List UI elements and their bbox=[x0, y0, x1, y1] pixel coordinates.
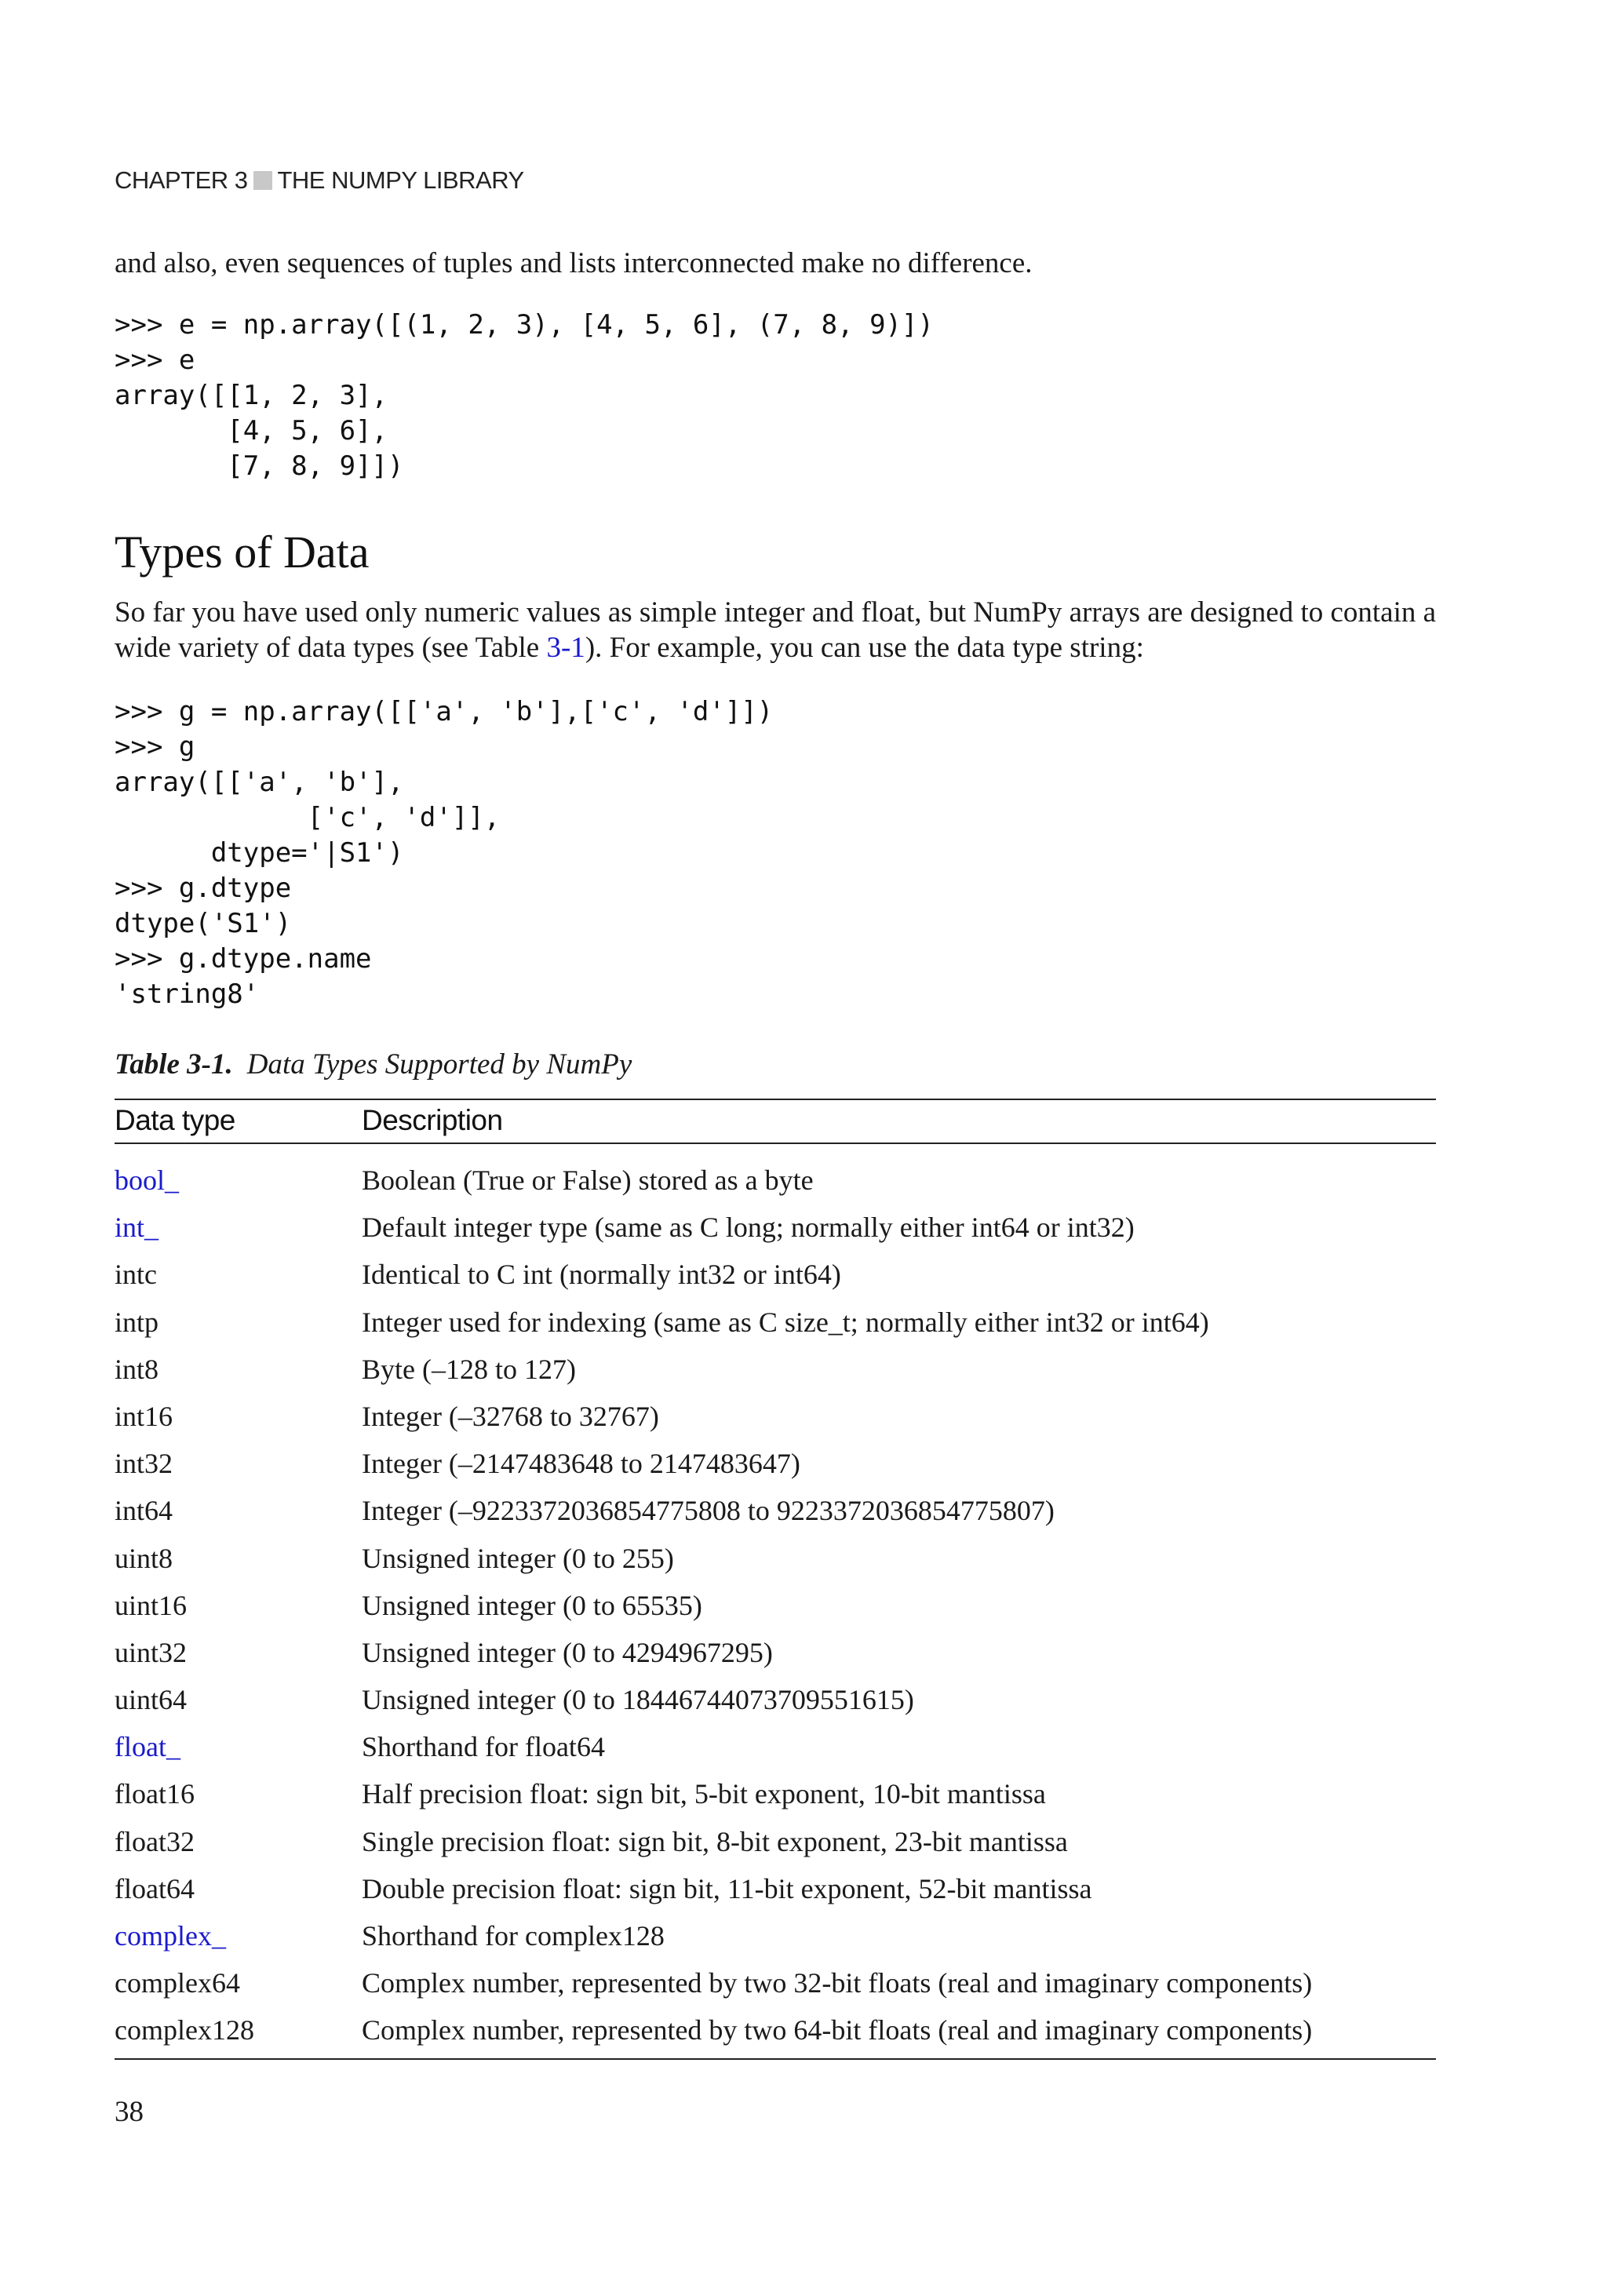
data-type-cell: intp bbox=[115, 1306, 159, 1338]
table-row bbox=[115, 1676, 1436, 1723]
table-row bbox=[115, 1440, 1436, 1487]
table-row bbox=[115, 1770, 1436, 1817]
table-reference-link[interactable]: 3-1 bbox=[546, 632, 585, 664]
data-type-cell: uint8 bbox=[115, 1542, 173, 1574]
description-cell: Integer (–32768 to 32767) bbox=[362, 1400, 659, 1432]
data-type-cell: uint16 bbox=[115, 1589, 188, 1621]
table-row bbox=[115, 1818, 1436, 1865]
table-row bbox=[115, 1346, 1436, 1393]
description-cell: Unsigned integer (0 to 18446744073709551615) bbox=[362, 1684, 914, 1716]
description-cell: Unsigned integer (0 to 255) bbox=[362, 1542, 674, 1574]
table-row bbox=[115, 1582, 1436, 1629]
table-caption bbox=[115, 1048, 632, 1081]
table-header-rule bbox=[115, 1143, 1436, 1144]
table-row bbox=[115, 1535, 1436, 1582]
description-cell: Identical to C int (normally int32 or int64) bbox=[362, 1259, 841, 1291]
description-cell: Boolean (True or False) stored as a byte bbox=[362, 1164, 814, 1196]
data-type-cell: complex64 bbox=[115, 1967, 240, 1999]
table-row bbox=[115, 1723, 1436, 1770]
chapter-label: CHAPTER 3 bbox=[115, 166, 248, 194]
table-row bbox=[115, 1157, 1436, 1204]
section-paragraph-text-2: ). For example, you can use the data type string: bbox=[585, 632, 1144, 664]
description-cell: Complex number, represented by two 64-bit floats (real and imaginary components) bbox=[362, 2014, 1313, 2046]
description-cell: Shorthand for float64 bbox=[362, 1731, 605, 1763]
section-paragraph bbox=[115, 595, 1448, 665]
description-cell: Single precision float: sign bit, 8-bit exponent, 23-bit mantissa bbox=[362, 1825, 1068, 1857]
data-type-cell: float16 bbox=[115, 1778, 195, 1810]
data-type-cell: int64 bbox=[115, 1495, 173, 1527]
description-cell: Integer used for indexing (same as C size_t; normally either int32 or int64) bbox=[362, 1306, 1209, 1338]
table-row bbox=[115, 1393, 1436, 1440]
data-type-cell: float32 bbox=[115, 1825, 195, 1857]
data-type-link[interactable]: bool_ bbox=[115, 1164, 180, 1196]
table-caption-label: Table 3-1. bbox=[115, 1048, 233, 1081]
data-type-cell: uint64 bbox=[115, 1684, 188, 1716]
code-block-array-e: >>> e = np.array([(1, 2, 3), [4, 5, 6], (7, 8, 9)]) >>> e array([[1, 2, 3], [4, 5, 6], [7, 8, 9]]) bbox=[115, 309, 934, 482]
section-heading: Types of Data bbox=[115, 527, 370, 578]
table-row bbox=[115, 1912, 1436, 1959]
running-header bbox=[115, 166, 524, 195]
data-type-cell: int8 bbox=[115, 1353, 159, 1385]
header-separator-square bbox=[253, 171, 272, 190]
section-paragraph-text-1: So far you have used only numeric values as simple integer and float, but NumPy arrays are designed to contain a wide variety of data types (see Table bbox=[115, 596, 1437, 664]
data-type-cell: int16 bbox=[115, 1400, 173, 1432]
description-cell: Shorthand for complex128 bbox=[362, 1920, 665, 1952]
data-type-link[interactable]: int_ bbox=[115, 1212, 159, 1244]
description-cell: Integer (–2147483648 to 2147483647) bbox=[362, 1448, 800, 1480]
table-row bbox=[115, 1299, 1436, 1346]
data-type-link[interactable]: complex_ bbox=[115, 1920, 226, 1952]
data-type-cell: intc bbox=[115, 1259, 157, 1291]
table-header-data-type: Data type bbox=[115, 1104, 235, 1136]
table-row bbox=[115, 1959, 1436, 2006]
data-types-table-body bbox=[115, 1157, 1436, 2054]
description-cell: Unsigned integer (0 to 65535) bbox=[362, 1589, 702, 1621]
table-caption-text: Data Types Supported by NumPy bbox=[246, 1048, 632, 1081]
chapter-title: THE NUMPY LIBRARY bbox=[277, 166, 524, 194]
table-top-rule bbox=[115, 1099, 1436, 1100]
table-row bbox=[115, 2006, 1436, 2054]
description-cell: Unsigned integer (0 to 4294967295) bbox=[362, 1636, 773, 1668]
table-row bbox=[115, 1487, 1436, 1534]
description-cell: Integer (–9223372036854775808 to 9223372036854775807) bbox=[362, 1495, 1055, 1527]
description-cell: Complex number, represented by two 32-bit floats (real and imaginary components) bbox=[362, 1967, 1313, 1999]
table-bottom-rule bbox=[115, 2058, 1436, 2060]
data-type-cell: uint32 bbox=[115, 1636, 188, 1668]
data-type-cell: float64 bbox=[115, 1872, 195, 1904]
code-block-array-g: >>> g = np.array([['a', 'b'],['c', 'd']]) >>> g array([['a', 'b'], ['c', 'd']], dtype='|S1') >>> g.dtype dtype('S1') >>> g.dtype.name 'string8' bbox=[115, 696, 774, 1010]
description-cell: Double precision float: sign bit, 11-bit exponent, 52-bit mantissa bbox=[362, 1872, 1092, 1904]
description-cell: Byte (–128 to 127) bbox=[362, 1353, 576, 1385]
table-header-description: Description bbox=[362, 1104, 503, 1136]
description-cell: Default integer type (same as C long; normally either int64 or int32) bbox=[362, 1212, 1135, 1244]
table-row bbox=[115, 1251, 1436, 1298]
data-type-cell: complex128 bbox=[115, 2014, 254, 2046]
data-type-cell: int32 bbox=[115, 1448, 173, 1480]
data-type-link[interactable]: float_ bbox=[115, 1731, 180, 1763]
table-row bbox=[115, 1865, 1436, 1912]
description-cell: Half precision float: sign bit, 5-bit exponent, 10-bit mantissa bbox=[362, 1778, 1046, 1810]
table-row bbox=[115, 1204, 1436, 1251]
intro-paragraph: and also, even sequences of tuples and lists interconnected make no difference. bbox=[115, 247, 1033, 279]
table-row bbox=[115, 1629, 1436, 1676]
page-number: 38 bbox=[115, 2096, 144, 2128]
